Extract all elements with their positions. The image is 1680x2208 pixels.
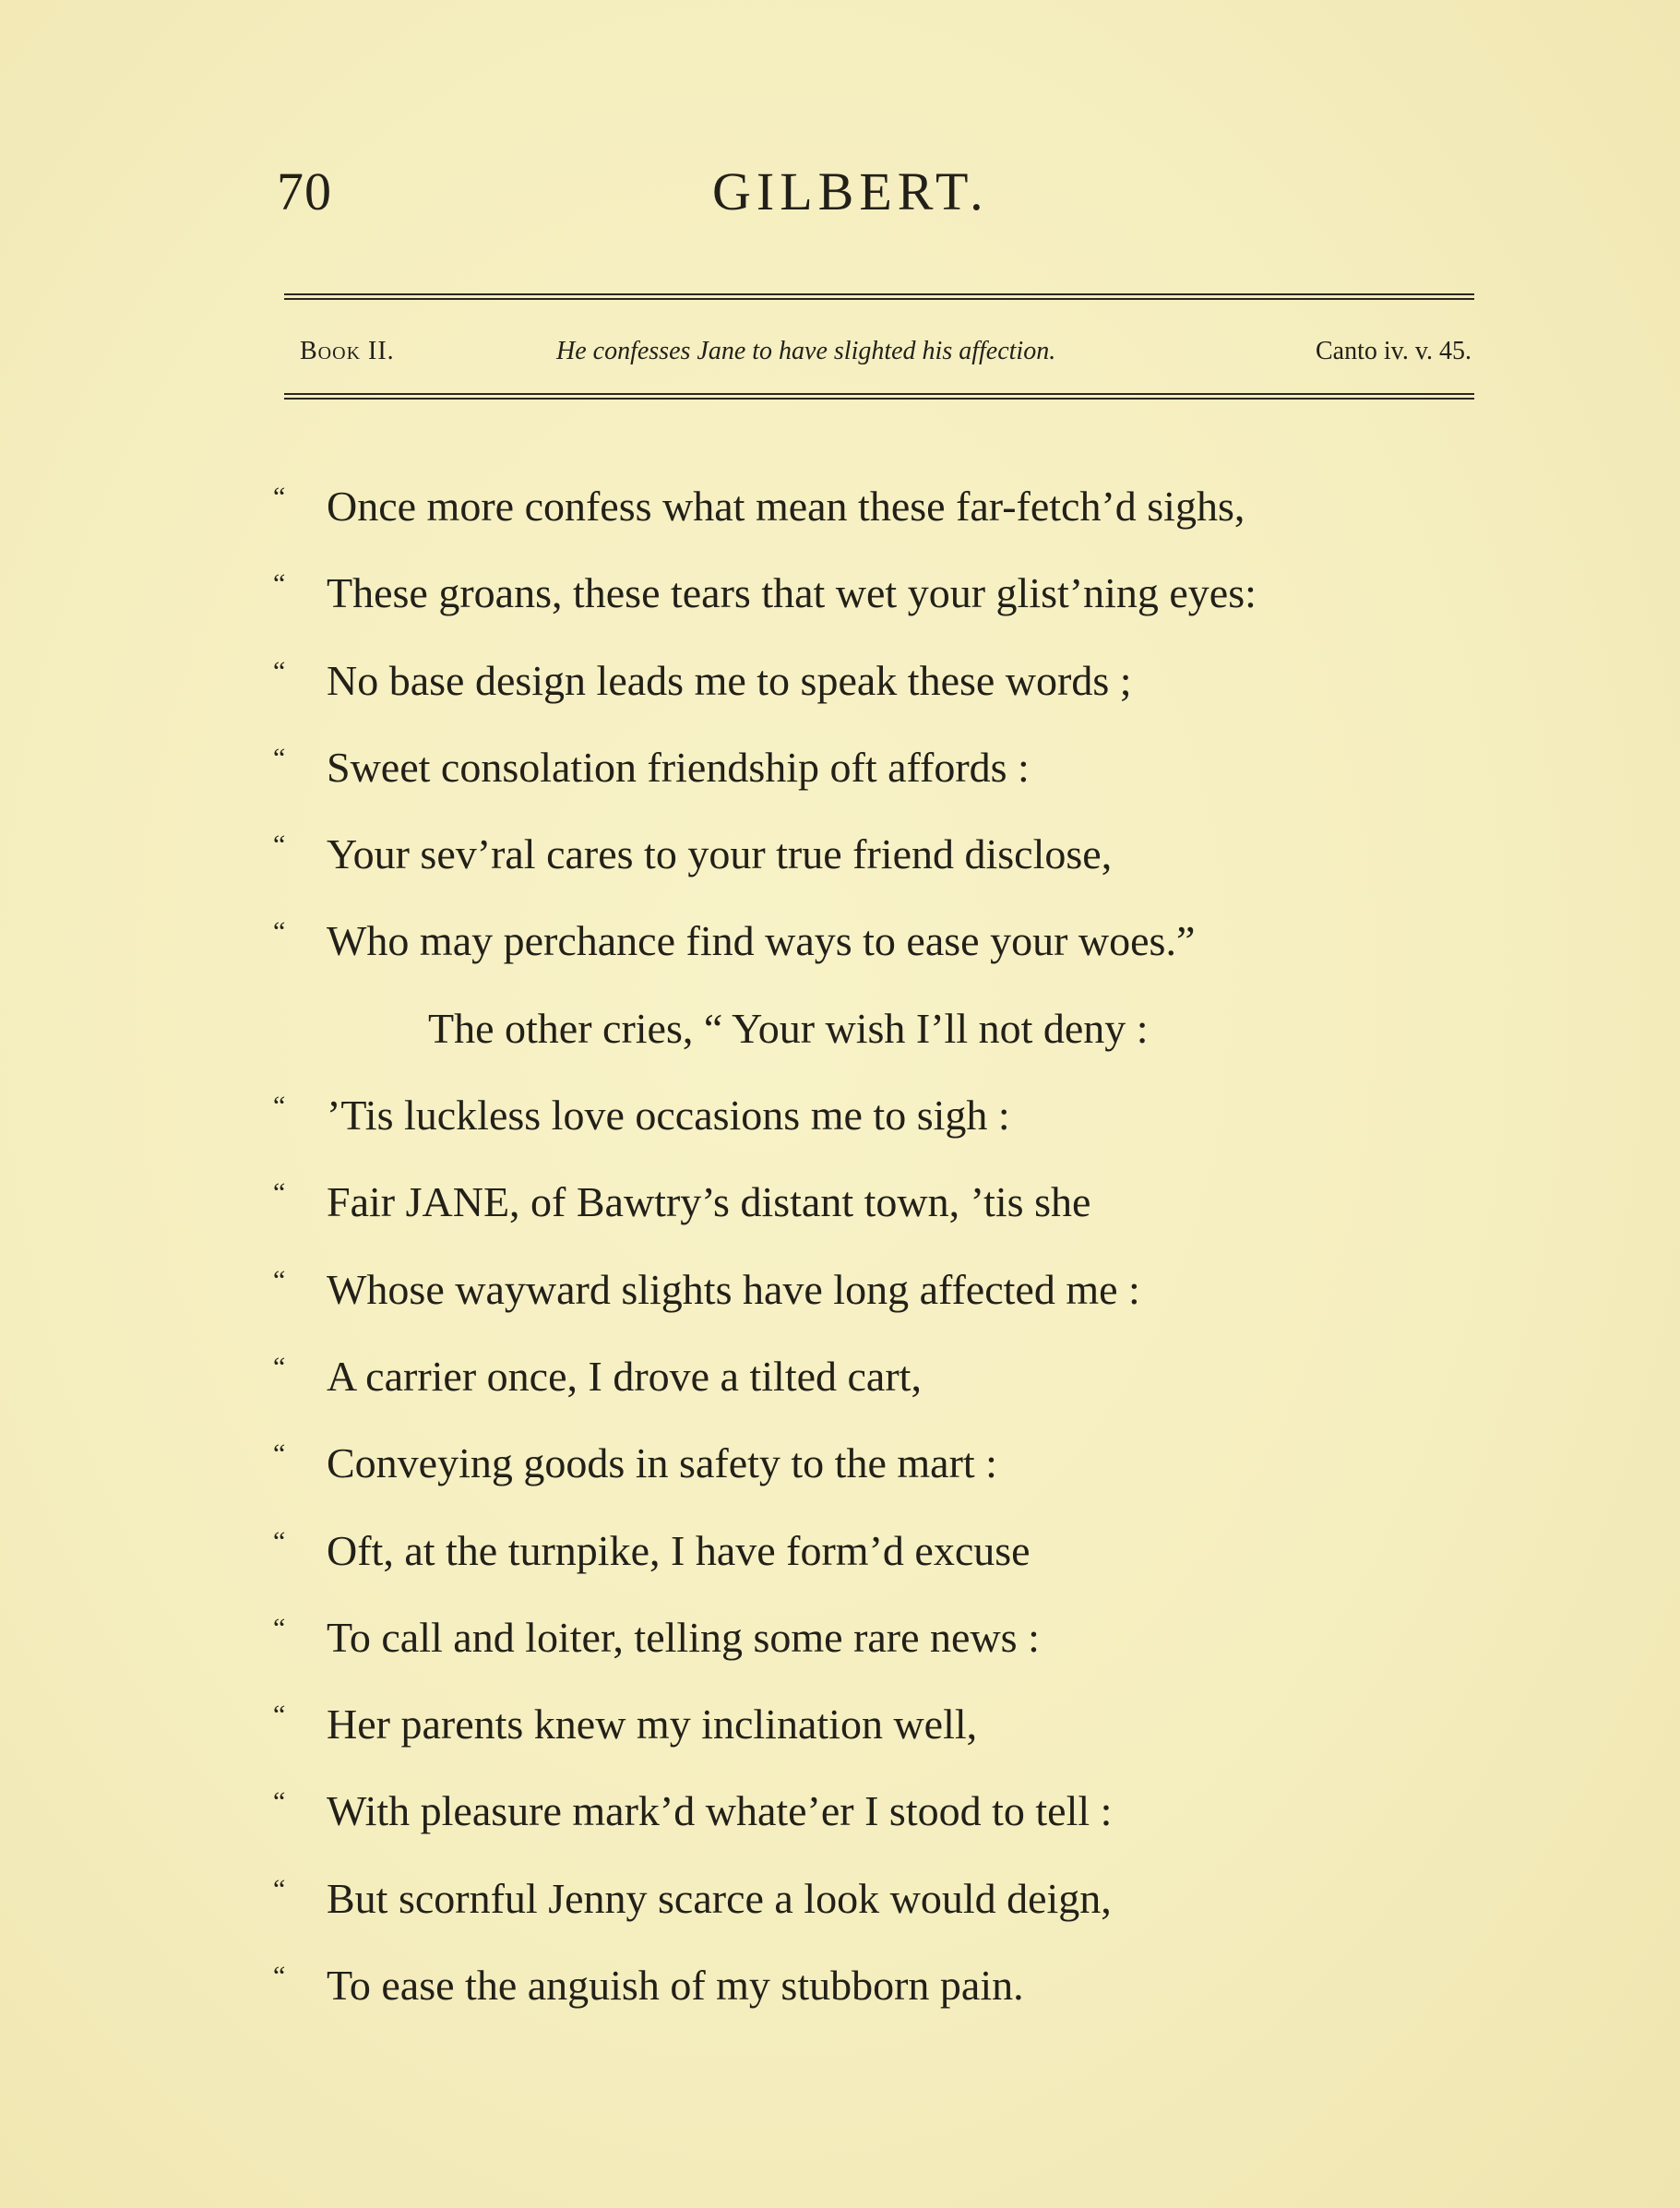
line-text: With pleasure mark’d whate’er I stood to tell :: [327, 1787, 1113, 1835]
line-text: A carrier once, I drove a tilted cart,: [327, 1352, 922, 1400]
poem-line: [273, 1420, 1491, 1507]
line-text: To ease the anguish of my stubborn pain.: [327, 1962, 1024, 2010]
line-text: No base design leads me to speak these words ;: [327, 656, 1132, 704]
page-number: 70: [277, 161, 332, 221]
quote-mark: “: [273, 655, 286, 686]
quote-mark: “: [273, 742, 286, 773]
poem-line: [273, 1681, 1491, 1768]
line-text: Conveying goods in safety to the mart :: [327, 1439, 997, 1487]
quote-mark: “: [273, 1961, 286, 1992]
poem-text: [273, 463, 1491, 2029]
poem-line: [273, 1942, 1491, 2029]
poem-line: [273, 1247, 1491, 1333]
line-text: These groans, these tears that wet your glist’ning eyes:: [327, 569, 1257, 617]
poem-line: [273, 1072, 1491, 1159]
quote-mark: “: [273, 829, 286, 861]
quote-mark: “: [273, 482, 286, 512]
headline-bar: [300, 328, 1471, 375]
quote-mark: “: [273, 1264, 286, 1295]
poem-line: [273, 463, 1491, 550]
poem-line: [273, 1768, 1491, 1855]
quote-mark: “: [273, 1786, 286, 1818]
subject-summary: He confesses Jane to have slighted his affection.: [556, 337, 1056, 365]
poem-line: [273, 1594, 1491, 1681]
quote-mark: “: [273, 568, 286, 600]
poem-line: [273, 1333, 1491, 1420]
poem-line: [273, 811, 1491, 898]
line-text: ’Tis luckless love occasions me to sigh :: [327, 1092, 1010, 1140]
poem-line: [273, 1856, 1491, 1942]
quote-mark: “: [273, 1612, 286, 1643]
poem-line: [273, 898, 1491, 985]
running-title: GILBERT.: [712, 161, 989, 221]
line-text: But scornful Jenny scarce a look would deign,: [327, 1874, 1112, 1922]
line-text: Who may perchance find ways to ease your woes.”: [327, 917, 1196, 965]
quote-mark: “: [273, 1091, 286, 1122]
line-text: To call and loiter, telling some rare news :: [327, 1613, 1040, 1661]
poem-line: [273, 1159, 1491, 1246]
poem-line: [273, 724, 1491, 811]
line-text: Oft, at the turnpike, I have form’d excuse: [327, 1526, 1031, 1574]
line-text: Whose wayward slights have long affected me :: [327, 1265, 1140, 1313]
book-label: Book II.: [300, 337, 395, 365]
top-double-rule: [284, 293, 1474, 300]
line-text: Fair JANE, of Bawtry’s distant town, ’tis she: [327, 1178, 1091, 1226]
line-text: Sweet consolation friendship oft affords :: [327, 743, 1030, 791]
canto-reference: Canto iv. v. 45.: [1315, 337, 1471, 365]
poem-line-indented: [273, 985, 1491, 1072]
quote-mark: “: [273, 916, 286, 948]
quote-mark: “: [273, 1525, 286, 1557]
page-header: [277, 155, 1476, 229]
quote-mark: “: [273, 1873, 286, 1904]
line-text: The other cries, “ Your wish I’ll not deny :: [428, 1004, 1149, 1052]
poem-line: [273, 550, 1491, 637]
line-text: Your sev’ral cares to your true friend disclose,: [327, 830, 1113, 878]
quote-mark: “: [273, 1438, 286, 1470]
line-text: Her parents knew my inclination well,: [327, 1701, 978, 1748]
line-text: Once more confess what mean these far-fetch’d sighs,: [327, 483, 1245, 530]
quote-mark: “: [273, 1351, 286, 1382]
quote-mark: “: [273, 1177, 286, 1209]
poem-line: [273, 638, 1491, 724]
bottom-double-rule: [284, 393, 1474, 400]
quote-mark: “: [273, 1700, 286, 1731]
poem-line: [273, 1508, 1491, 1594]
